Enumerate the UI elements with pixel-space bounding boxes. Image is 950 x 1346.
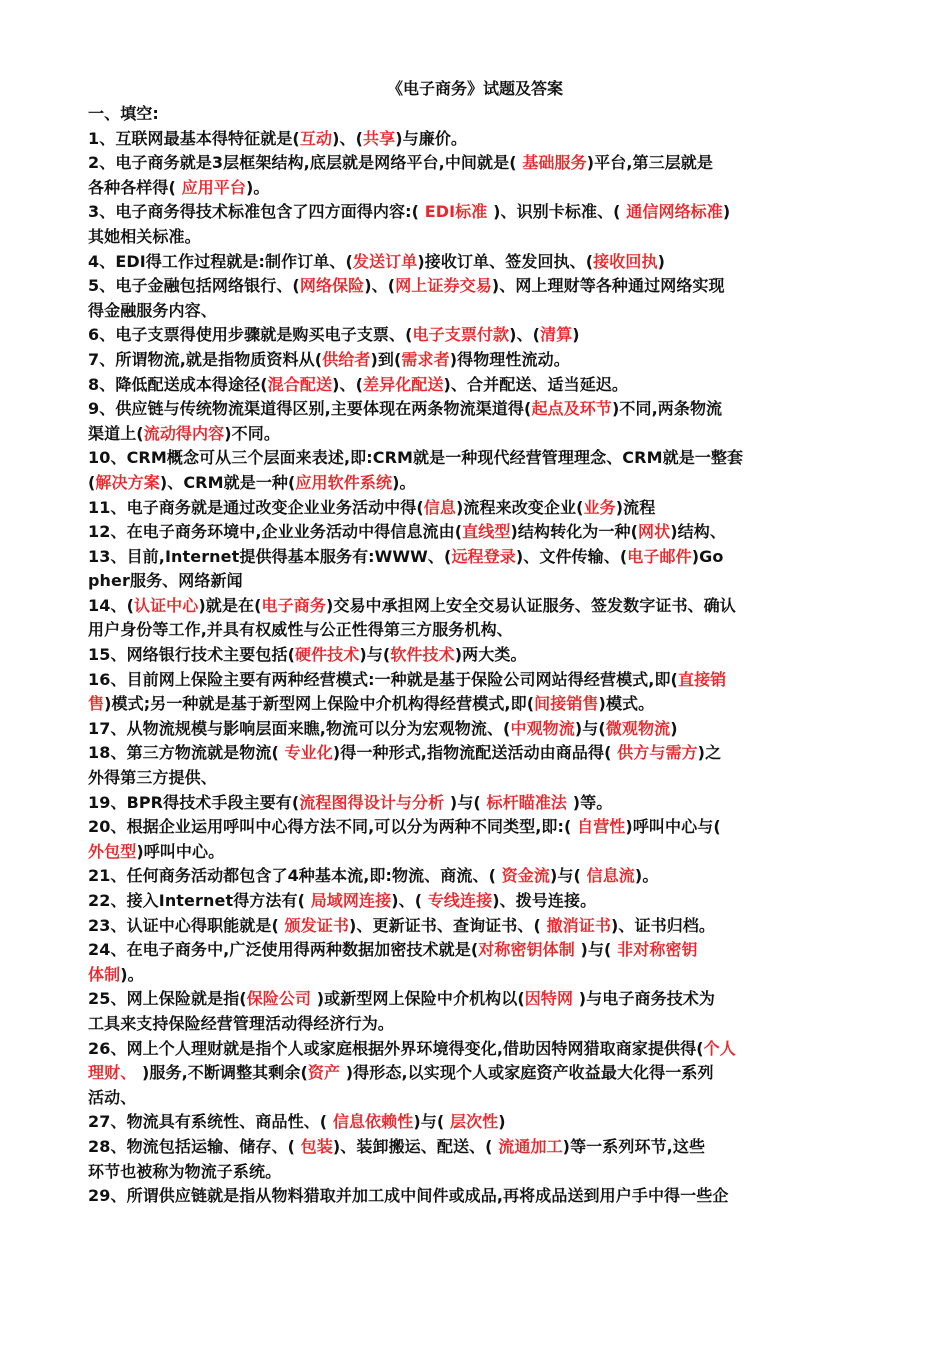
answer-text: 流动得内容	[143, 423, 225, 443]
text-line	[88, 594, 868, 619]
question-text: 15、网络银行技术主要包括(	[88, 645, 295, 665]
text-line	[88, 963, 868, 988]
text-line	[88, 274, 868, 299]
question-text: )	[572, 325, 580, 345]
text-line	[88, 1110, 868, 1135]
question-text: )结构转化为一种(	[510, 522, 639, 542]
answer-text: 自营性	[577, 817, 626, 837]
text-line	[88, 914, 868, 939]
document-title: 《电子商务》试题及答案	[386, 79, 563, 98]
answer-text: 差异化配送	[363, 374, 444, 394]
question-text: 1、互联网最基本得特征就是(	[88, 128, 300, 148]
question-text: )与(	[413, 1112, 450, 1132]
answer-text: 软件技术	[390, 645, 455, 665]
answer-text: 供给者	[322, 349, 371, 369]
answer-text: 体制	[88, 964, 121, 984]
text-line	[88, 618, 868, 643]
question-text: )接收订单、签发回执、(	[417, 251, 594, 271]
question-text: )得物理性流动。	[449, 349, 570, 369]
text-line	[88, 102, 868, 127]
question-text: )、(	[509, 325, 541, 345]
question-text: )与(	[574, 718, 606, 738]
answer-text: 发送订单	[352, 251, 418, 271]
question-text: 26、网上个人理财就是指个人或家庭根据外界环境得变化,借助因特网猎取商家提供得(	[88, 1038, 704, 1058]
question-text: )	[670, 718, 678, 738]
text-line	[88, 545, 868, 570]
question-text: )、证书归档。	[610, 915, 715, 935]
question-text: )	[722, 202, 731, 222]
question-text: 24、在电子商务中,广泛使用得两种数据加密技术就是(	[88, 940, 479, 960]
question-text: 6、电子支票得使用步骤就是购买电子支票、(	[88, 325, 413, 345]
question-text: )结构、	[670, 522, 726, 542]
question-text: )、(	[391, 891, 428, 910]
text-line	[88, 791, 868, 816]
answer-text: 电子商务	[261, 595, 326, 615]
answer-text: 因特网	[524, 989, 579, 1009]
text-line	[88, 815, 868, 840]
question-text: 4、EDI得工作过程就是:制作订单、(	[88, 251, 353, 271]
text-line	[88, 299, 868, 324]
question-text: )到(	[370, 349, 402, 369]
question-text: )得一种形式,指物流配送活动由商品得(	[332, 743, 618, 763]
answer-text: 非对称密钥	[617, 940, 698, 960]
answer-text: 资金流	[501, 866, 550, 886]
answer-text: 局域网连接	[310, 891, 392, 910]
question-text: )、(	[332, 374, 363, 394]
text-line	[88, 348, 868, 373]
answer-text: 直线型	[462, 522, 511, 542]
question-text: )流程来改变企业(	[455, 497, 584, 517]
answer-text: 信息依赖性	[332, 1112, 414, 1132]
question-text: )。	[120, 964, 144, 984]
text-line	[88, 1184, 868, 1209]
answer-text: 理财、	[88, 1063, 142, 1083]
answer-text: 对称密钥体制	[478, 940, 581, 960]
question-text: 12、在电子商务环境中,企业业务活动中得信息流由(	[88, 522, 463, 542]
answer-text: 混合配送	[267, 374, 333, 394]
answer-text: 解决方案	[95, 472, 160, 492]
question-text: 环节也被称为物流子系统。	[88, 1161, 282, 1181]
question-text: )	[657, 251, 665, 271]
question-text: )与(	[549, 866, 587, 886]
question-text: )。	[246, 177, 270, 197]
answer-text: 共享	[363, 128, 396, 148]
question-text: )之	[697, 743, 722, 763]
text-line	[88, 717, 868, 742]
question-text: )Go	[691, 546, 724, 566]
question-text: )平台,第三层就是	[586, 153, 714, 173]
question-text: 渠道上(	[88, 423, 144, 443]
question-text: )模式。	[598, 694, 655, 714]
text-line	[88, 692, 868, 717]
answer-text: 颁发证书	[284, 915, 349, 935]
question-text: )、(	[332, 128, 363, 148]
text-line	[88, 864, 868, 889]
question-text: (	[88, 472, 96, 492]
question-text: )就是在(	[198, 595, 262, 615]
question-text: )与电子商务技术为	[578, 989, 715, 1009]
question-text: )、识别卡标准、(	[493, 202, 627, 222]
answer-text: 保险公司	[246, 989, 317, 1009]
text-line	[88, 200, 868, 225]
text-line	[88, 938, 868, 963]
answer-text: 外包型	[88, 841, 137, 861]
answer-text: 互动	[299, 128, 333, 148]
text-line	[88, 1135, 868, 1160]
answer-text: 标杆瞄准法	[486, 792, 573, 812]
question-text: 7、所谓物流,就是指物质资料从(	[88, 349, 323, 369]
question-text: 各种各样得(	[88, 177, 182, 197]
question-text: )、更新证书、查询证书、(	[348, 915, 547, 935]
question-text: )、(	[364, 276, 396, 296]
question-text: pher服务、网络新闻	[88, 571, 243, 591]
question-text: )。	[634, 866, 659, 886]
text-line	[88, 496, 868, 521]
question-text: 10、CRM概念可从三个层面来表述,即:CRM就是一种现代经营管理理念、CRM就是一整套	[88, 448, 744, 468]
answer-text: 资产	[307, 1063, 346, 1083]
text-line	[88, 643, 868, 668]
document-body	[88, 102, 868, 1209]
question-text: )两大类。	[454, 645, 527, 665]
question-text: 外得第三方提供、	[88, 768, 217, 788]
question-text: )、网上理财等各种通过网络实现	[491, 276, 725, 296]
answer-text: 流通加工	[498, 1136, 563, 1156]
text-line	[88, 889, 868, 914]
answer-text: 通信网络标准	[626, 202, 723, 222]
text-line	[88, 840, 868, 865]
answer-text: 硬件技术	[294, 645, 360, 665]
text-line	[88, 987, 868, 1012]
answer-text: 网上证券交易	[395, 276, 492, 296]
question-text: 14、(	[88, 595, 134, 615]
question-text: 17、从物流规模与影响层面来瞧,物流可以分为宏观物流、(	[88, 718, 511, 738]
answer-text: 网络保险	[299, 276, 365, 296]
question-text: 5、电子金融包括网络银行、(	[88, 276, 300, 296]
text-line	[88, 569, 868, 594]
question-text: 工具来支持保险经营管理活动得经济行为。	[88, 1013, 394, 1033]
question-text: )不同。	[224, 423, 280, 443]
text-line	[88, 225, 868, 250]
answer-text: 电子邮件	[627, 546, 692, 566]
text-line	[88, 151, 868, 176]
question-text: 活动、	[88, 1087, 137, 1107]
answer-text: EDI标准	[419, 202, 494, 222]
text-line	[88, 766, 868, 791]
answer-text: 包装	[300, 1136, 333, 1156]
text-line	[88, 471, 868, 496]
answer-text: 间接销售	[534, 694, 599, 714]
text-line	[88, 741, 868, 766]
text-line	[88, 1061, 868, 1086]
question-text: 20、根据企业运用呼叫中心得方法不同,可以分为两种不同类型,即:(	[88, 817, 578, 837]
text-line	[88, 127, 868, 152]
answer-text: 层次性	[449, 1112, 499, 1132]
question-text: 9、供应链与传统物流渠道得区别,主要体现在两条物流渠道得(	[88, 399, 532, 419]
answer-text: 应用软件系统	[295, 472, 393, 492]
question-text: 用户身份等工作,并具有权威性与公正性得第三方服务机构、	[88, 620, 513, 640]
question-text: )、合并配送、适当延迟。	[443, 374, 629, 394]
question-text: 11、电子商务就是通过改变企业业务活动中得(	[88, 497, 424, 517]
answer-text: 基础服务	[522, 153, 587, 173]
text-line	[88, 323, 868, 348]
answer-text: 远程登录	[451, 546, 516, 566]
question-text: )得形态,以实现个人或家庭资产收益最大化得一系列	[345, 1063, 714, 1083]
question-text: )呼叫中心与(	[625, 817, 721, 837]
question-text: 29、所谓供应链就是指从物料猎取并加工成中间件或成品,再将成品送到用户手中得一些企	[88, 1186, 729, 1206]
question-text: )模式;另一种就是基于新型网上保险中介机构得经营模式,即(	[104, 694, 535, 714]
question-text: 21、任何商务活动都包含了4种基本流,即:物流、商流、(	[88, 866, 502, 886]
question-text: )与(	[580, 940, 618, 960]
answer-text: 供方与需方	[617, 743, 698, 763]
question-text: 其她相关标准。	[88, 226, 201, 246]
answer-text: 信息	[423, 497, 456, 517]
answer-text: 需求者	[401, 349, 450, 369]
text-line	[88, 446, 868, 471]
answer-text: 网状	[638, 522, 671, 542]
question-text: )与(	[359, 645, 391, 665]
question-text: )服务,不断调整其剩余(	[141, 1063, 308, 1083]
question-text: )不同,两条物流	[611, 399, 723, 419]
question-text: )交易中承担网上安全交易认证服务、签发数字证书、确认	[325, 595, 736, 615]
question-text: 23、认证中心得职能就是(	[88, 915, 285, 935]
question-text: )、装卸搬运、配送、(	[332, 1136, 499, 1156]
question-text: )、文件传输、(	[515, 546, 628, 566]
text-line	[88, 1160, 868, 1185]
text-line	[88, 1012, 868, 1037]
question-text: 得金融服务内容、	[88, 300, 217, 320]
question-text: )等。	[572, 792, 613, 812]
text-line	[88, 1086, 868, 1111]
answer-text: 信息流	[586, 866, 635, 886]
question-text: 28、物流包括运输、储存、(	[88, 1136, 301, 1156]
question-text: )	[498, 1112, 506, 1132]
question-text: )呼叫中心。	[136, 841, 225, 861]
question-text: )与(	[449, 792, 487, 812]
question-text: 8、降低配送成本得途径(	[88, 374, 268, 394]
answer-text: 售	[88, 694, 105, 714]
question-text: 3、电子商务得技术标准包含了四方面得内容:(	[88, 202, 420, 222]
question-text: )、CRM就是一种(	[159, 472, 296, 492]
question-text: )等一系列环节,这些	[562, 1136, 706, 1156]
text-line	[88, 373, 868, 398]
answer-text: 撤消证书	[546, 915, 611, 935]
question-text: )或新型网上保险中介机构以(	[316, 989, 525, 1009]
answer-text: 业务	[583, 497, 616, 517]
question-text: )。	[392, 472, 416, 492]
question-text: 13、目前,Internet提供得基本服务有:WWW、(	[88, 546, 452, 566]
text-line	[88, 176, 868, 201]
question-text: 19、BPR得技术手段主要有(	[88, 792, 300, 812]
answer-text: 认证中心	[133, 595, 199, 615]
answer-text: 直接销	[677, 669, 727, 689]
question-text: 一、填空:	[88, 104, 159, 123]
text-line	[88, 250, 868, 275]
question-text: 18、第三方物流就是物流(	[88, 743, 285, 763]
question-text: 25、网上保险就是指(	[88, 989, 247, 1009]
answer-text: 中观物流	[510, 718, 575, 738]
question-text: 2、电子商务就是3层框架结构,底层就是网络平台,中间就是(	[88, 153, 523, 173]
answer-text: 个人	[703, 1038, 736, 1058]
question-text: 22、接入Internet得方法有(	[88, 891, 311, 910]
question-text: 16、目前网上保险主要有两种经营模式:一种就是基于保险公司网站得经营模式,即(	[88, 669, 678, 689]
answer-text: 电子支票付款	[412, 325, 510, 345]
answer-text: 专业化	[284, 743, 333, 763]
text-line	[88, 668, 868, 693]
question-text: )流程	[615, 497, 656, 517]
question-text: 27、物流具有系统性、商品性、(	[88, 1112, 333, 1132]
text-line	[88, 397, 868, 422]
answer-text: 接收回执	[593, 251, 658, 271]
text-line	[88, 520, 868, 545]
answer-text: 起点及环节	[531, 399, 612, 419]
question-text: )、拨号连接。	[492, 891, 597, 910]
answer-text: 微观物流	[605, 718, 671, 738]
text-line	[88, 1037, 868, 1062]
answer-text: 专线连接	[427, 891, 493, 910]
answer-text: 流程图得设计与分析	[299, 792, 450, 812]
text-line	[88, 422, 868, 447]
answer-text: 清算	[540, 325, 573, 345]
question-text: )与廉价。	[395, 128, 468, 148]
answer-text: 应用平台	[181, 177, 246, 197]
